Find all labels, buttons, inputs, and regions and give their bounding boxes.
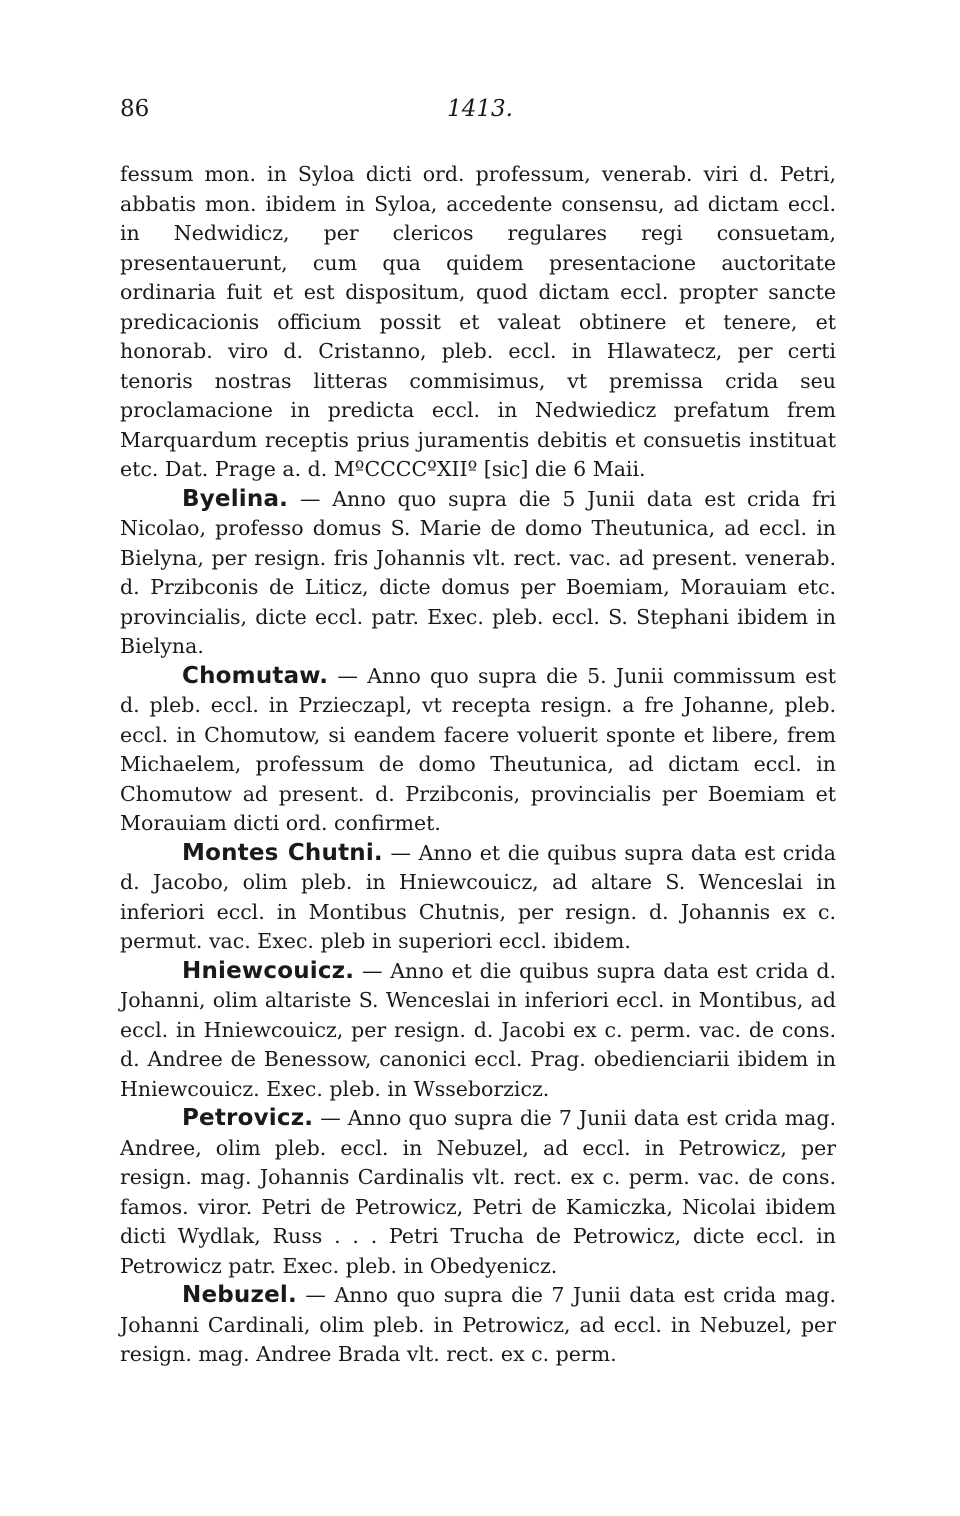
entry-text: — Anno quo supra die 7 Junii data est crida mag. Johanni Cardinali, olim pleb. in Petrowicz, ad eccl. in Nebuzel, per resign. mag. Andree Brada vlt. rect. ex c. perm. [120,1283,836,1366]
entry-nebuzel [120,1281,836,1370]
entry-heading: Byelina. [182,485,289,512]
body-text [120,160,836,1370]
entry-hniewcouicz [120,957,836,1105]
entry-text: — Anno quo supra die 5. Junii commissum est d. pleb. eccl. in Przieczapl, vt recepta resign. a fre Johanne, pleb. eccl. in Chomutow, si eandem facere voluerit sponte et libere, frem Michaelem, professum de domo Theutunica, ad dictam eccl. in Chomutow ad present. d. Przibconis, provincialis per Boemiam et Morauiam dicti ord. confirmet. [120,663,836,835]
paragraph-text: fessum mon. in Syloa dicti ord. professum, venerab. viri d. Petri, abbatis mon. ibidem in Syloa, accedente consensu, ad dictam eccl. in Nedwidicz, per clericos regulares regi consuetam, presentauerunt, cum qua quidem presentacione auctoritate ordinaria fuit et est dispositum, quod dictam eccl. propter sancte predicacionis officium possit et valeat obtinere et tenere, et honorab. viro d. Cristanno, pleb. eccl. in Hlawatecz, per certi tenoris nostras litteras commisimus, vt premissa crida seu proclamacione in predicta eccl. in Nedwiedicz prefatum frem Marquardum receptis prius juramentis debitis et consuetis instituat etc. Dat. Prage a. d. MºCCCCºXIIº [sic] die 6 Maii. [120,162,836,481]
entry-text: — Anno et die quibus supra data est crida d. Johanni, olim altariste S. Wenceslai in inferiori eccl. in Montibus, ad eccl. in Hniewcouicz, per resign. d. Jacobi ex c. perm. vac. de cons. d. Andree de Benessow, canonici eccl. Prag. obedienciarii ibidem in Hniewcouicz. Exec. pleb. in Wsseborzicz. [120,958,836,1101]
entry-heading: Montes Chutni. [182,839,383,866]
entry-text: — Anno et die quibus supra data est crida d. Jacobo, olim pleb. in Hniewcouicz, ad altare S. Wenceslai in inferiori eccl. in Montibus Chutnis, per resign. d. Johannis ex c. permut. vac. Exec. pleb in superiori eccl. ibidem. [120,840,836,953]
entry-heading: Petrovicz. [182,1105,314,1131]
entry-heading: Hniewcouicz. [182,957,355,984]
entry-byelina [120,485,836,662]
paragraph-continuation [120,160,836,485]
entry-text: — Anno quo supra die 5 Junii data est crida fri Nicolao, professo domus S. Marie de domo Theutunica, ad eccl. in Bielyna, per resign. fris Johannis vlt. rect. vac. ad present. venerab. d. Przibconis de Liticz, dicte domus per Boemiam, Morauiam etc. provincialis, dicte eccl. patr. Exec. pleb. eccl. S. Stephani ibidem in Bielyna. [120,486,836,658]
entry-chomutaw [120,662,836,839]
running-head-year: 1413. [447,96,513,122]
running-head [120,96,840,130]
entry-text: — Anno quo supra die 7 Junii data est crida mag. Andree, olim pleb. eccl. in Nebuzel, ad eccl. in Petrowicz, per resign. mag. Johannis Cardinalis vlt. rect. ex c. perm. vac. de cons. famos. viror. Petri de Petrowicz, Petri de Kamiczka, Nicolai ibidem dicti Wydlak, Russ . . . Petri Trucha de Petrowicz, dicte eccl. in Petrowicz patr. Exec. pleb. in Obedyenicz. [120,1106,836,1278]
entry-petrovicz [120,1104,836,1281]
entry-heading: Chomutaw. [182,662,329,689]
page-number: 86 [120,96,150,122]
entry-montes-chutni [120,839,836,957]
entry-heading: Nebuzel. [182,1282,297,1308]
